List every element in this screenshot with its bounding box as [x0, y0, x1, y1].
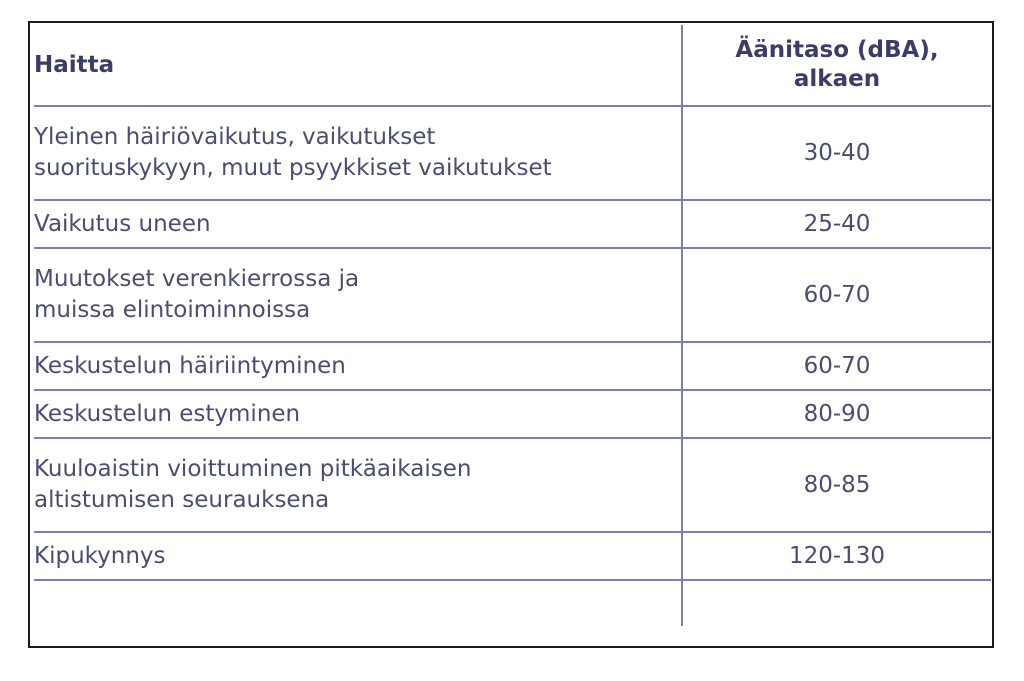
table-row [34, 390, 991, 438]
effect-cell: Keskustelun häiriintyminen [34, 342, 682, 390]
table-row [34, 438, 991, 532]
table-row [34, 342, 991, 390]
noise-effects-table [34, 25, 991, 626]
effect-cell: Kipukynnys [34, 532, 682, 580]
empty-cell [682, 580, 991, 626]
level-cell: 120-130 [682, 532, 991, 580]
level-cell: 60-70 [682, 248, 991, 342]
table-row [34, 248, 991, 342]
level-cell: 60-70 [682, 342, 991, 390]
table-row [34, 532, 991, 580]
header-sound-level [682, 25, 991, 106]
level-cell: 25-40 [682, 200, 991, 248]
header-sound-level-line2: alkaen [793, 66, 881, 92]
empty-table-row [34, 580, 991, 626]
level-cell: 80-90 [682, 390, 991, 438]
effect-cell: Keskustelun estyminen [34, 390, 682, 438]
effect-line: muissa elintoiminnoissa [34, 297, 311, 323]
effect-line: suorituskykyyn, muut psyykkiset vaikutukset [34, 155, 552, 181]
noise-effects-table-frame [28, 21, 994, 648]
table-header-row [34, 25, 991, 106]
effect-cell [34, 106, 682, 200]
level-cell: 80-85 [682, 438, 991, 532]
effect-line: altistumisen seurauksena [34, 487, 330, 513]
effect-cell [34, 438, 682, 532]
effect-line: Muutokset verenkierrossa ja [34, 266, 360, 292]
header-sound-level-line1: Äänitaso (dBA), [735, 37, 939, 63]
effect-line: Yleinen häiriövaikutus, vaikutukset [34, 124, 436, 150]
empty-cell [34, 580, 682, 626]
level-cell: 30-40 [682, 106, 991, 200]
table-row [34, 200, 991, 248]
effect-line: Kuuloaistin vioittuminen pitkäaikaisen [34, 456, 472, 482]
header-effect: Haitta [34, 25, 682, 106]
effect-cell: Vaikutus uneen [34, 200, 682, 248]
effect-cell [34, 248, 682, 342]
table-row [34, 106, 991, 200]
